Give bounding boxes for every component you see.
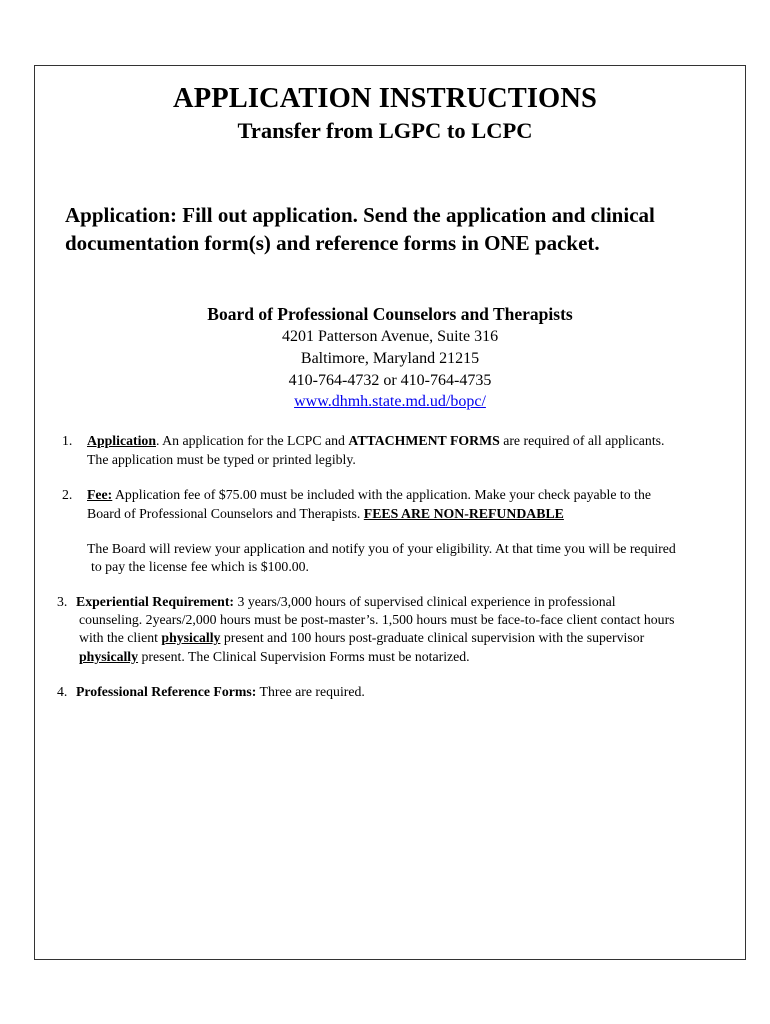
item-3-line-3-text-a: with the client [79,630,162,645]
physically-text-2: physically [79,649,139,664]
fees-non-refundable-text: FEES ARE NON-REFUNDABLE [363,506,564,521]
item-3-line-3 [79,629,644,648]
item-3-text-a: 3 years/3,000 hours of supervised clinical experience in professional [234,594,616,609]
item-3-line-1 [76,593,616,612]
intro-instructions [65,201,655,257]
board-name: Board of Professional Counselors and Therapists [207,304,573,324]
item-3-line-2: counseling. 2years/2,000 hours must be post-master’s. 1,500 hours must be face-to-face client contact hours [79,612,675,627]
item-4-label: Professional Reference Forms: [76,684,257,699]
item-1-label: Application [87,433,156,448]
item-3-number: 3. [57,594,68,609]
intro-line-2: documentation form(s) and reference forms in ONE packet. [65,231,600,255]
item-1-line-1 [87,432,665,451]
item-4-number: 4. [57,684,68,699]
item-2-para-2-line-2: to pay the license fee which is $100.00. [91,559,310,574]
item-2-para-2-line-1: The Board will review your application and notify you of your eligibility. At that time you will be required [87,541,676,556]
item-2-number: 2. [62,487,73,502]
item-1-number: 1. [62,433,73,448]
intro-line-1: Application: Fill out application. Send the application and clinical [65,203,655,227]
item-3-line-3-text-b: present and 100 hours post-graduate clinical supervision with the supervisor [220,630,645,645]
item-3-label: Experiential Requirement: [76,594,235,609]
item-2-line-1 [87,486,651,505]
item-2-text-a: Application fee of $75.00 must be included with the application. Make your check payable to the [112,487,651,502]
physically-text-1: physically [161,630,221,645]
item-4-text-a: Three are required. [256,684,365,699]
board-phones: 410-764-4732 or 410-764-4735 [288,372,492,389]
board-address-line-2: Baltimore, Maryland 21215 [300,350,480,367]
item-3-line-4-text: present. The Clinical Supervision Forms must be notarized. [138,649,470,664]
item-2-line-2-text: Board of Professional Counselors and Therapists. [87,506,364,521]
board-website-line [0,393,770,411]
page-title: APPLICATION INSTRUCTIONS [173,83,597,114]
board-address-line-1: 4201 Patterson Avenue, Suite 316 [281,328,499,345]
page-subtitle: Transfer from LGPC to LCPC [237,118,533,143]
item-4-line-1 [76,683,365,702]
board-website-link[interactable]: www.dhmh.state.md.ud/bopc/ [294,393,486,410]
item-1-text-a: . An application for the LCPC and [156,433,349,448]
item-2-label: Fee: [87,487,113,502]
item-1-text-b: are required of all applicants. [499,433,665,448]
item-2-line-2 [87,505,564,524]
item-3-line-4 [79,648,470,667]
item-1-line-2: The application must be typed or printed legibly. [87,452,356,467]
attachment-forms-text: ATTACHMENT FORMS [348,433,500,448]
